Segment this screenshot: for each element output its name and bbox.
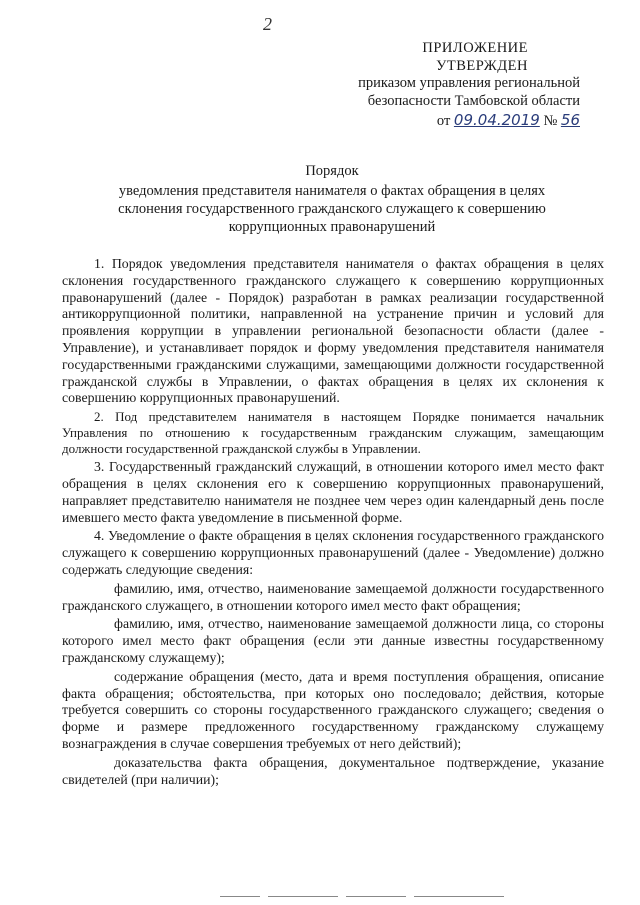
title-heading: Порядок: [305, 163, 359, 179]
title-line-1: уведомления представителя нанимателя о фактах обращения в целях: [118, 183, 546, 199]
title-line-3: коррупционных правонарушений: [228, 219, 436, 235]
order-issuer-line1: приказом управления региональной: [358, 75, 580, 91]
footer-rule: [220, 896, 550, 898]
list-item-4: доказательства факта обращения, документальное подтверждение, указание свидетелей (при наличии);: [62, 754, 604, 787]
paragraph-3: 3. Государственный гражданский служащий, в отношении которого имел место факт обращения в целях склонения его к совершению коррупционных правонарушений, направляет представителю нанимателя не позднее чем через один календарный день после имевшего место факта уведомление в письменной форме.: [62, 459, 604, 525]
approval-stamp: [280, 40, 580, 131]
order-date-prefix: от: [436, 113, 451, 129]
order-number-label: №: [543, 113, 558, 129]
paragraph-4: 4. Уведомление о факте обращения в целях склонения государственного гражданского служащего к совершению коррупционных правонарушений (далее - Уведомление) должно содержать следующие сведения:: [62, 528, 604, 577]
page-number: 2: [263, 14, 272, 34]
list-item-3: содержание обращения (место, дата и время поступления обращения, описание факта обращения; обстоятельства, при которых оно последовало; действия, которые требуется совершить со стороны государственного гражданского служащего; сведения о форме и размере предложенного государственному гражданскому служащему вознаграждения в случае совершения требуемых от него действий);: [62, 668, 604, 751]
appendix-label: ПРИЛОЖЕНИЕ: [422, 40, 528, 56]
order-reference: [280, 112, 580, 131]
document-body: [62, 256, 604, 790]
document-title: [62, 162, 602, 236]
order-number: 56: [560, 111, 580, 129]
paragraph-1: 1. Порядок уведомления представителя нанимателя о фактах обращения в целях склонения государственного гражданского служащего к совершению коррупционных правонарушений (далее - Порядок) разработан в рамках реализации государственной антикоррупционной политики, направленной на устранение причин и условий для проявления коррупции в управлении региональной безопасности области (далее - Управление), и устанавливает порядок и форму уведомления представителя нанимателя государственными гражданскими служащими, замещающими должности государственной гражданской службы в Управлении, о фактах обращения в целях их склонения к совершению коррупционных правонарушений.: [62, 256, 604, 406]
list-item-1: фамилию, имя, отчество, наименование замещаемой должности государственного гражданского служащего, в отношении которого имел место факт обращения;: [62, 580, 604, 613]
approved-label: УТВЕРЖДЕН: [436, 57, 528, 74]
list-item-2: фамилию, имя, отчество, наименование замещаемой должности лица, со стороны которого имел место факт обращения (если эти данные известны государственному гражданскому служащему);: [62, 616, 604, 665]
order-date: 09.04.2019: [453, 111, 540, 129]
paragraph-2: 2. Под представителем нанимателя в настоящем Порядке понимается начальник Управления по отношению к государственным гражданским служащим, замещающим должности государственной гражданской службы в Управлении.: [62, 409, 604, 457]
order-issuer-line2: безопасности Тамбовской области: [367, 92, 580, 109]
title-line-2: склонения государственного гражданского служащего к совершению: [118, 201, 546, 217]
